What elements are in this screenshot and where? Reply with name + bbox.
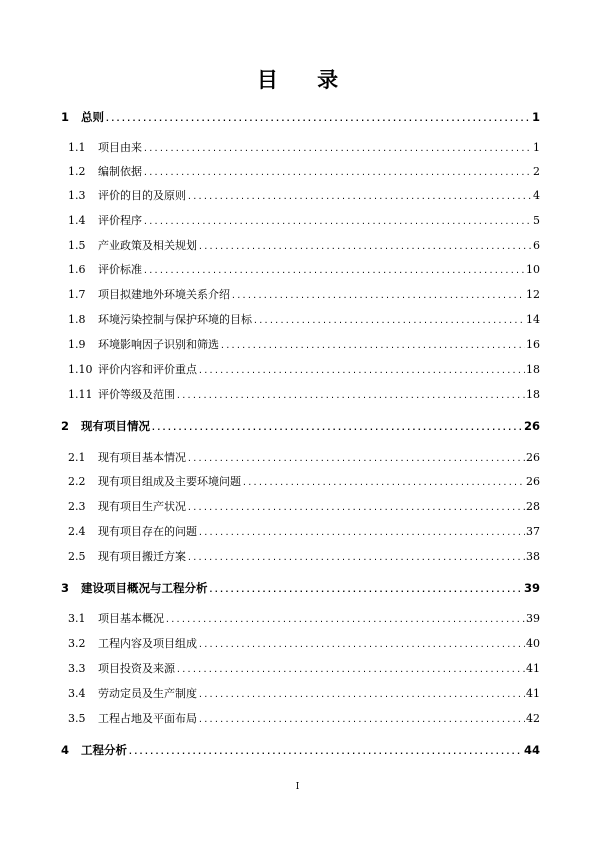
toc-number: 1.11 — [68, 388, 93, 401]
toc-section-3-3[interactable] — [68, 660, 540, 678]
toc-title: 项目基本概况 — [98, 612, 164, 625]
toc-title: 工程内容及项目组成 — [98, 637, 197, 650]
toc-page-number: 18 — [526, 388, 540, 401]
toc-number: 1.5 — [68, 239, 86, 252]
page-title: 目 录 — [256, 68, 355, 92]
dot-leader — [198, 686, 525, 703]
toc-chapter-3[interactable] — [61, 579, 540, 597]
toc-number: 1.3 — [68, 189, 86, 202]
dot-leader — [209, 581, 523, 597]
toc-section-1-2[interactable] — [68, 163, 540, 181]
footer-page-number: I — [295, 782, 300, 792]
toc-title: 建设项目概况与工程分析 — [81, 581, 208, 595]
toc-title: 现有项目生产状况 — [98, 500, 186, 513]
toc-section-2-4[interactable] — [68, 523, 540, 541]
toc-section-3-4[interactable] — [68, 685, 540, 703]
toc-number: 2.1 — [68, 451, 86, 464]
toc-chapter-1[interactable] — [61, 108, 540, 126]
toc-number: 2 — [61, 419, 70, 433]
toc-section-2-1[interactable] — [68, 449, 540, 467]
toc-page-number: 6 — [533, 239, 540, 252]
toc-page-number: 44 — [523, 743, 540, 757]
toc-page-number: 1 — [531, 110, 540, 124]
toc-section-3-1[interactable] — [68, 610, 540, 628]
toc-title: 工程占地及平面布局 — [98, 712, 197, 725]
toc-title: 现有项目组成及主要环境问题 — [98, 475, 241, 488]
dot-leader — [198, 362, 525, 379]
toc-number: 1 — [61, 110, 70, 124]
toc-title: 劳动定员及生产制度 — [98, 687, 197, 700]
toc-title: 现有项目基本情况 — [98, 451, 186, 464]
toc-page-number: 12 — [526, 288, 540, 301]
toc-page-number: 1 — [533, 141, 540, 154]
toc-number: 1.9 — [68, 338, 86, 351]
toc-section-2-3[interactable] — [68, 498, 540, 516]
dot-leader — [143, 164, 532, 181]
toc-page-number: 26 — [523, 419, 540, 433]
toc-title: 评价内容和评价重点 — [98, 363, 197, 376]
dot-leader — [198, 238, 532, 255]
toc-number: 1.1 — [68, 141, 86, 154]
dot-leader — [187, 499, 525, 516]
toc-number: 1.2 — [68, 165, 86, 178]
toc-page-number: 10 — [526, 263, 540, 276]
toc-page-number: 16 — [526, 338, 540, 351]
dot-leader — [143, 213, 532, 230]
dot-leader — [242, 474, 525, 491]
dot-leader — [176, 387, 525, 404]
toc-title: 现有项目情况 — [81, 419, 150, 433]
toc-number: 4 — [61, 743, 70, 757]
toc-title: 评价的目的及原则 — [98, 189, 186, 202]
toc-number: 1.7 — [68, 288, 86, 301]
toc-section-3-5[interactable] — [68, 710, 540, 728]
toc-page-number: 26 — [526, 451, 540, 464]
toc-page-number: 39 — [526, 612, 540, 625]
toc-section-1-11[interactable] — [68, 386, 540, 404]
dot-leader — [187, 188, 532, 205]
dot-leader — [143, 262, 525, 279]
toc-chapter-4[interactable] — [61, 741, 540, 759]
toc-section-2-5[interactable] — [68, 548, 540, 566]
dot-leader — [187, 450, 525, 467]
toc-number: 1.6 — [68, 263, 86, 276]
toc-title: 评价标准 — [98, 263, 142, 276]
toc-page-number: 38 — [526, 550, 540, 563]
toc-number: 3.4 — [68, 687, 86, 700]
toc-page-number: 39 — [523, 581, 540, 595]
dot-leader — [176, 661, 525, 678]
dot-leader — [220, 337, 525, 354]
toc-title: 项目拟建地外环境关系介绍 — [98, 288, 230, 301]
toc-title: 总则 — [81, 110, 104, 124]
toc-page-number: 40 — [526, 637, 540, 650]
dot-leader — [143, 140, 532, 157]
toc-title: 现有项目搬迁方案 — [98, 550, 186, 563]
toc-section-1-6[interactable] — [68, 261, 540, 279]
toc-chapter-2[interactable] — [61, 417, 540, 435]
toc-title: 编制依据 — [98, 165, 142, 178]
toc-section-1-1[interactable] — [68, 139, 540, 157]
toc-number: 2.4 — [68, 525, 86, 538]
toc-section-1-10[interactable] — [68, 361, 540, 379]
toc-title: 工程分析 — [81, 743, 127, 757]
dot-leader — [187, 549, 525, 566]
toc-number: 3.1 — [68, 612, 86, 625]
dot-leader — [198, 636, 525, 653]
dot-leader — [128, 743, 523, 759]
toc-section-1-8[interactable] — [68, 311, 540, 329]
toc-page-number: 28 — [526, 500, 540, 513]
toc-number: 3 — [61, 581, 70, 595]
toc-page-number: 42 — [526, 712, 540, 725]
toc-page-number: 5 — [533, 214, 540, 227]
toc-number: 2.2 — [68, 475, 86, 488]
dot-leader — [253, 312, 525, 329]
toc-section-1-7[interactable] — [68, 286, 540, 304]
toc-page-number: 41 — [526, 662, 540, 675]
toc-page-number: 37 — [526, 525, 540, 538]
toc-section-1-4[interactable] — [68, 212, 540, 230]
toc-title: 环境污染控制与保护环境的目标 — [98, 313, 252, 326]
toc-title: 项目由来 — [98, 141, 142, 154]
toc-number: 2.3 — [68, 500, 86, 513]
dot-leader — [231, 287, 525, 304]
dot-leader — [198, 711, 525, 728]
dot-leader — [105, 110, 531, 126]
toc-page-number: 4 — [533, 189, 540, 202]
toc-number: 1.4 — [68, 214, 86, 227]
toc-number: 1.8 — [68, 313, 86, 326]
toc-number: 3.3 — [68, 662, 86, 675]
toc-page-number: 2 — [533, 165, 540, 178]
toc-section-1-3[interactable] — [68, 187, 540, 205]
toc-number: 3.5 — [68, 712, 86, 725]
toc-section-3-2[interactable] — [68, 635, 540, 653]
toc-section-1-5[interactable] — [68, 237, 540, 255]
dot-leader — [198, 524, 525, 541]
toc-section-1-9[interactable] — [68, 336, 540, 354]
toc-page-number: 26 — [526, 475, 540, 488]
toc-number: 1.10 — [68, 363, 93, 376]
toc-number: 3.2 — [68, 637, 86, 650]
toc-title: 评价等级及范围 — [98, 388, 175, 401]
toc-number: 2.5 — [68, 550, 86, 563]
toc-title: 现有项目存在的问题 — [98, 525, 197, 538]
toc-section-2-2[interactable] — [68, 473, 540, 491]
toc-title: 环境影响因子识别和筛选 — [98, 338, 219, 351]
toc-page-number: 18 — [526, 363, 540, 376]
toc-page-number: 14 — [526, 313, 540, 326]
toc-title: 产业政策及相关规划 — [98, 239, 197, 252]
toc-title: 项目投资及来源 — [98, 662, 175, 675]
toc-title: 评价程序 — [98, 214, 142, 227]
toc-page-number: 41 — [526, 687, 540, 700]
dot-leader — [151, 419, 523, 435]
dot-leader — [165, 611, 525, 628]
